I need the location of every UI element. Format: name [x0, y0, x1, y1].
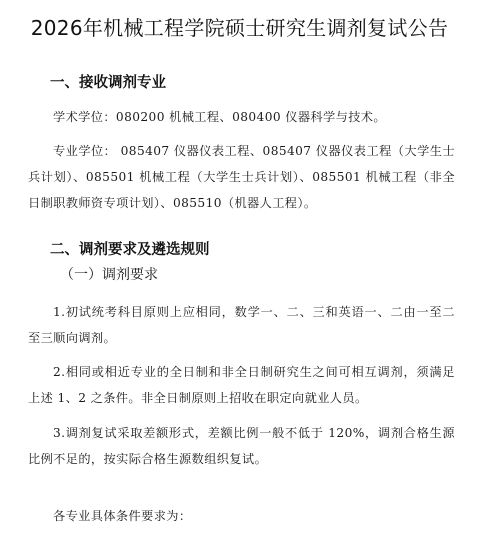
section-heading-majors: 一、接收调剂专业 [50, 75, 166, 91]
closing-line: 各专业具体条件要求为： [53, 509, 192, 523]
rule-3-paragraph: 3.调剂复试采取差额形式，差额比例一般不低于 120%，调剂合格生源比例不足的，按实际合格生源数组织复试。 [28, 426, 455, 466]
section-heading-requirements: 二、调剂要求及遴选规则 [50, 242, 210, 258]
rule-2-paragraph: 2.相同或相近专业的全日制和非全日制研究生之间可相互调剂，须满足上述 1、2 之条件。非全日制原则上招收在职定向就业人员。 [28, 365, 455, 405]
rule-1-paragraph: 1.初试统考科目原则上应相同，数学一、二、三和英语一、二由一至二至三顺向调剂。 [28, 305, 455, 345]
subsection-heading-requirements: （一）调剂要求 [60, 267, 158, 283]
professional-degree-paragraph: 专业学位： 085407 仪器仪表工程、085407 仪器仪表工程（大学生士兵计划）、085501 机械工程（大学生士兵计划）、085501 机械工程（非全日制职教师资专项计划）、085510（机器人工程）。 [28, 144, 455, 210]
page-title: 2026年机械工程学院硕士研究生调剂复试公告 [30, 16, 449, 40]
academic-degree-paragraph: 学术学位：080200 机械工程、080400 仪器科学与技术。 [53, 110, 386, 124]
